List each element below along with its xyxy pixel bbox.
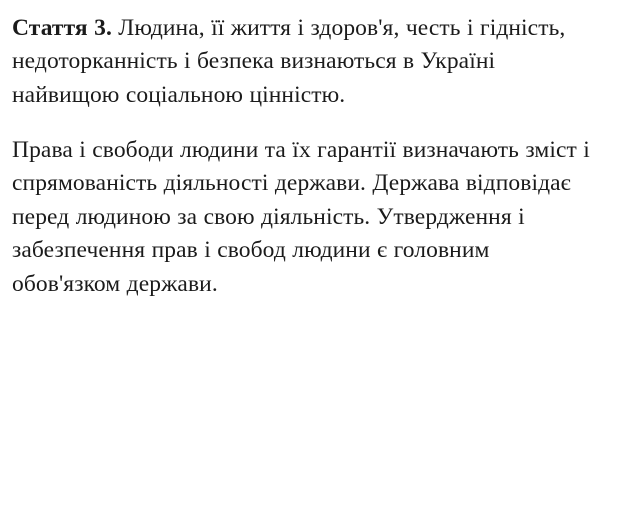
- article-3-body: Людина, її життя і здоров'я, честь і гідність, недоторканність і безпека визнаються в Україні найвищою соціальною цінністю.: [12, 15, 566, 108]
- paragraph-article-3: [12, 12, 597, 112]
- article-3-part-2-body: Права і свободи людини та їх гарантії визначають зміст і спрямованість діяльності держави. Держава відповідає перед людиною за свою діяльність. Утвердження і забезпечення прав і свобод людини є головним обов'язком держави.: [12, 137, 590, 297]
- paragraph-article-3-part-2: [12, 134, 597, 301]
- article-number-label: Стаття 3.: [12, 15, 112, 41]
